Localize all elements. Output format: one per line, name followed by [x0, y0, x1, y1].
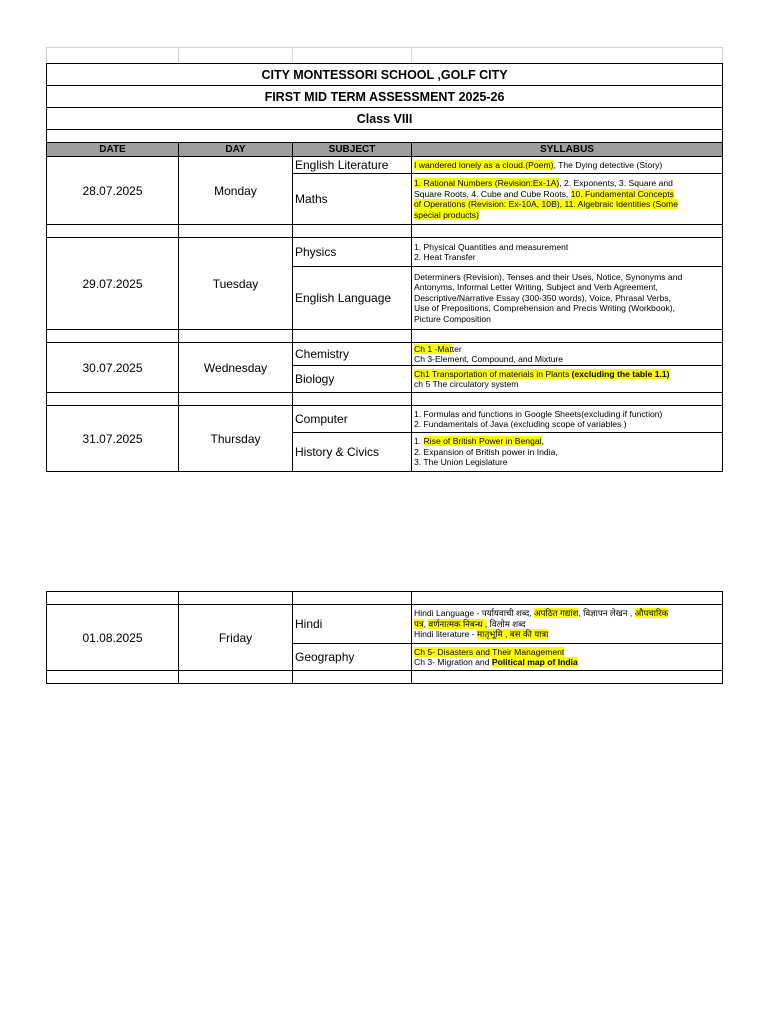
syllabus-text: मातृभूमि , बस की यात्रा: [477, 629, 549, 640]
syllabus-line: [414, 293, 720, 304]
syllabus-text: विलोम शब्द: [487, 618, 526, 629]
school-name: CITY MONTESSORI SCHOOL ,GOLF CITY: [47, 64, 723, 86]
date-cell: 28.07.2025: [47, 157, 179, 225]
syllabus-text: Political map of India: [491, 657, 578, 667]
syllabus-text: Antonyms, Informal Letter Writing, Subject and Verb Agreement,: [414, 282, 658, 293]
syllabus-cell: [412, 238, 723, 267]
syllabus-line: [414, 303, 720, 314]
subject-cell: English Literature: [293, 157, 412, 174]
subject-cell: English Language: [293, 267, 412, 330]
header-date: DATE: [47, 143, 179, 157]
syllabus-text: Rise of British Power in Bengal: [423, 436, 542, 447]
gap-row: [47, 330, 723, 343]
class-name: Class VIII: [47, 108, 723, 130]
syllabus-text: Ch 3-Element, Compound, and Mixture: [414, 354, 564, 364]
syllabus-text: Hindi literature -: [414, 629, 478, 640]
header-row: [47, 143, 723, 157]
syllabus-cell: [412, 406, 723, 433]
date-cell: 29.07.2025: [47, 238, 179, 330]
syllabus-text: 1.: [414, 436, 424, 447]
syllabus-text: Hindi Language - पर्यायवाची शब्द,: [414, 608, 535, 619]
syllabus-line: [414, 160, 720, 171]
syllabus-cell: [412, 343, 723, 366]
syllabus-line: [414, 657, 720, 668]
syllabus-cell: [412, 433, 723, 472]
subject-cell: Geography: [293, 644, 412, 671]
blank-row: [47, 130, 723, 143]
subject-cell: Maths: [293, 174, 412, 225]
syllabus-cell: [412, 174, 723, 225]
syllabus-text: 1. Formulas and functions in Google Sheets(excluding if function): [414, 408, 663, 419]
subject-cell: Biology: [293, 366, 412, 393]
subject-row: [47, 605, 723, 644]
syllabus-text: 1. Rational Numbers (Revision:Ex-1A): [414, 178, 560, 188]
day-cell: Friday: [179, 605, 293, 671]
syllabus-line: [414, 178, 720, 189]
gap-row: [47, 592, 723, 605]
header-syllabus: SYLLABUS: [412, 143, 723, 157]
syllabus-text: ,: [423, 618, 429, 629]
syllabus-text: वर्णनात्मक निबन्ध ,: [428, 618, 488, 629]
schedule-table: [46, 63, 723, 472]
syllabus-text: (excluding the table 1.1): [571, 368, 670, 379]
syllabus-text: of Operations (Revision: Ex-10A, 10B), 11. Algebraic Identities (Some: [414, 199, 678, 209]
syllabus-line: [414, 314, 720, 325]
subject-row: [47, 238, 723, 267]
syllabus-text: ter: [451, 343, 462, 354]
subject-cell: Physics: [293, 238, 412, 267]
day-cell: Thursday: [179, 406, 293, 472]
syllabus-text: पत्र: [414, 618, 424, 629]
syllabus-text: , The Dying detective (Story): [553, 159, 663, 170]
syllabus-text: 10. Fundamental Concepts: [570, 188, 674, 199]
syllabus-line: [414, 369, 720, 380]
syllabus-line: [414, 379, 720, 390]
syllabus-text: Square Roots, 4. Cube and Cube Roots,: [414, 188, 571, 199]
subject-row: [47, 157, 723, 174]
syllabus-line: [414, 457, 720, 468]
syllabus-text: special products): [414, 209, 479, 220]
syllabus-text: ch 5 The circulatory system: [414, 379, 519, 389]
gap-row: [47, 671, 723, 684]
syllabus-cell: [412, 157, 723, 174]
syllabus-line: [414, 344, 720, 355]
syllabus-text: Ch1 Transportation of materials in Plants: [414, 368, 572, 379]
subject-row: [47, 343, 723, 366]
syllabus-cell: [412, 644, 723, 671]
syllabus-line: [414, 272, 720, 283]
subject-cell: Hindi: [293, 605, 412, 644]
syllabus-text: Picture Composition: [414, 313, 491, 324]
syllabus-text: Descriptive/Narrative Essay (300-350 words), Voice, Phrasal Verbs,: [414, 292, 671, 303]
top-spacer-table: [46, 47, 723, 64]
syllabus-line: [414, 199, 720, 210]
header-subject: SUBJECT: [293, 143, 412, 157]
second-schedule-table: [46, 591, 723, 684]
gap-row: [47, 393, 723, 406]
syllabus-text: 3. The Union Legislature: [414, 457, 508, 468]
date-cell: 01.08.2025: [47, 605, 179, 671]
syllabus-text: Ch 1 -Mat: [414, 343, 452, 354]
day-cell: Tuesday: [179, 238, 293, 330]
syllabus-cell: [412, 267, 723, 330]
syllabus-text: 2. Heat Transfer: [414, 252, 476, 262]
syllabus-cell: [412, 605, 723, 644]
header-day: DAY: [179, 143, 293, 157]
syllabus-line: [414, 447, 720, 458]
subject-row: [47, 406, 723, 433]
syllabus-line: [414, 282, 720, 293]
syllabus-line: [414, 629, 720, 640]
syllabus-line: [414, 354, 720, 365]
syllabus-line: [414, 608, 720, 619]
syllabus-text: Use of Prepositions, Comprehension and Precis Writing (Workbook),: [414, 303, 675, 314]
syllabus-text: ,: [541, 436, 544, 447]
syllabus-line: [414, 252, 720, 263]
syllabus-text: Ch 5- Disasters and Their Management: [414, 646, 565, 657]
subject-cell: Chemistry: [293, 343, 412, 366]
day-cell: Monday: [179, 157, 293, 225]
syllabus-line: [414, 419, 720, 430]
syllabus-line: [414, 242, 720, 253]
syllabus-text: Ch 3- Migration and: [414, 657, 492, 667]
syllabus-text: Determiners (Revision), Tenses and their Uses, Notice, Synonyms and: [414, 271, 683, 282]
date-cell: 31.07.2025: [47, 406, 179, 472]
syllabus-line: [414, 189, 720, 200]
syllabus-text: 2. Fundamentals of Java (excluding scope of variables ): [414, 419, 627, 429]
subject-cell: Computer: [293, 406, 412, 433]
syllabus-line: [414, 409, 720, 420]
day-cell: Wednesday: [179, 343, 293, 393]
syllabus-text: 1. Physical Quantities and measurement: [414, 241, 569, 252]
exam-title: FIRST MID TERM ASSESSMENT 2025-26: [47, 86, 723, 108]
syllabus-text: 2. Expansion of British power in India,: [414, 446, 558, 457]
syllabus-cell: [412, 366, 723, 393]
syllabus-line: [414, 619, 720, 630]
subject-cell: History & Civics: [293, 433, 412, 472]
syllabus-text: औपचारिक: [634, 608, 669, 619]
syllabus-line: [414, 647, 720, 658]
syllabus-line: [414, 210, 720, 221]
gap-row: [47, 225, 723, 238]
date-cell: 30.07.2025: [47, 343, 179, 393]
syllabus-line: [414, 436, 720, 447]
syllabus-text: , 2. Exponents, 3. Square and: [559, 178, 673, 188]
syllabus-text: अपठित गद्यांश: [534, 608, 579, 619]
syllabus-text: , विज्ञापन लेखन ,: [578, 608, 635, 619]
syllabus-text: I wandered lonely as a cloud.(Poem): [414, 159, 554, 170]
